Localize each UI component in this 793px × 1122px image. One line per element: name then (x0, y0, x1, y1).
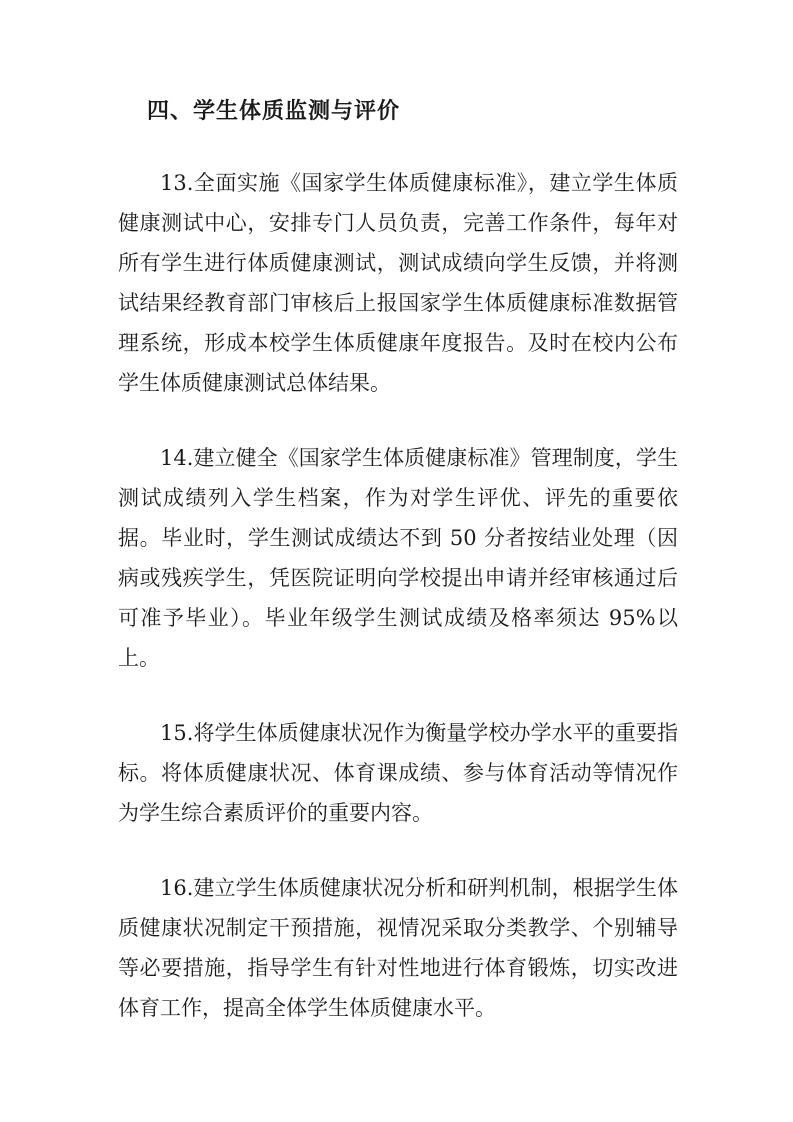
paragraph-15: 15.将学生体质健康状况作为衡量学校办学水平的重要指标。将体质健康状况、体育课成绩、参与体育活动等情况作为学生综合素质评价的重要内容。 (118, 721, 678, 825)
paragraph-16: 16.建立学生体质健康状况分析和研判机制，根据学生体质健康状况制定干预措施，视情况采取分类教学、个别辅导等必要措施，指导学生有针对性地进行体育锻炼，切实改进体育工作，提高全体学生体质健康水平。 (118, 876, 678, 1020)
paragraph-14: 14.建立健全《国家学生体质健康标准》管理制度，学生测试成绩列入学生档案，作为对学生评优、评先的重要依据。毕业时，学生测试成绩达不到 50 分者按结业处理（因病或残疾学生，凭医院证明向学校提出申请并经审核通过后可准予毕业）。毕业年级学生测试成绩及格率须达 95%以上。 (118, 446, 678, 670)
section-heading: 四、学生体质监测与评价 (147, 98, 401, 124)
paragraph-13: 13.全面实施《国家学生体质健康标准》，建立学生体质健康测试中心，安排专门人员负责，完善工作条件，每年对所有学生进行体质健康测试，测试成绩向学生反馈，并将测试结果经教育部门审核后上报国家学生体质健康标准数据管理系统，形成本校学生体质健康年度报告。及时在校内公布学生体质健康测试总体结果。 (118, 171, 678, 395)
document-content (118, 96, 678, 1028)
